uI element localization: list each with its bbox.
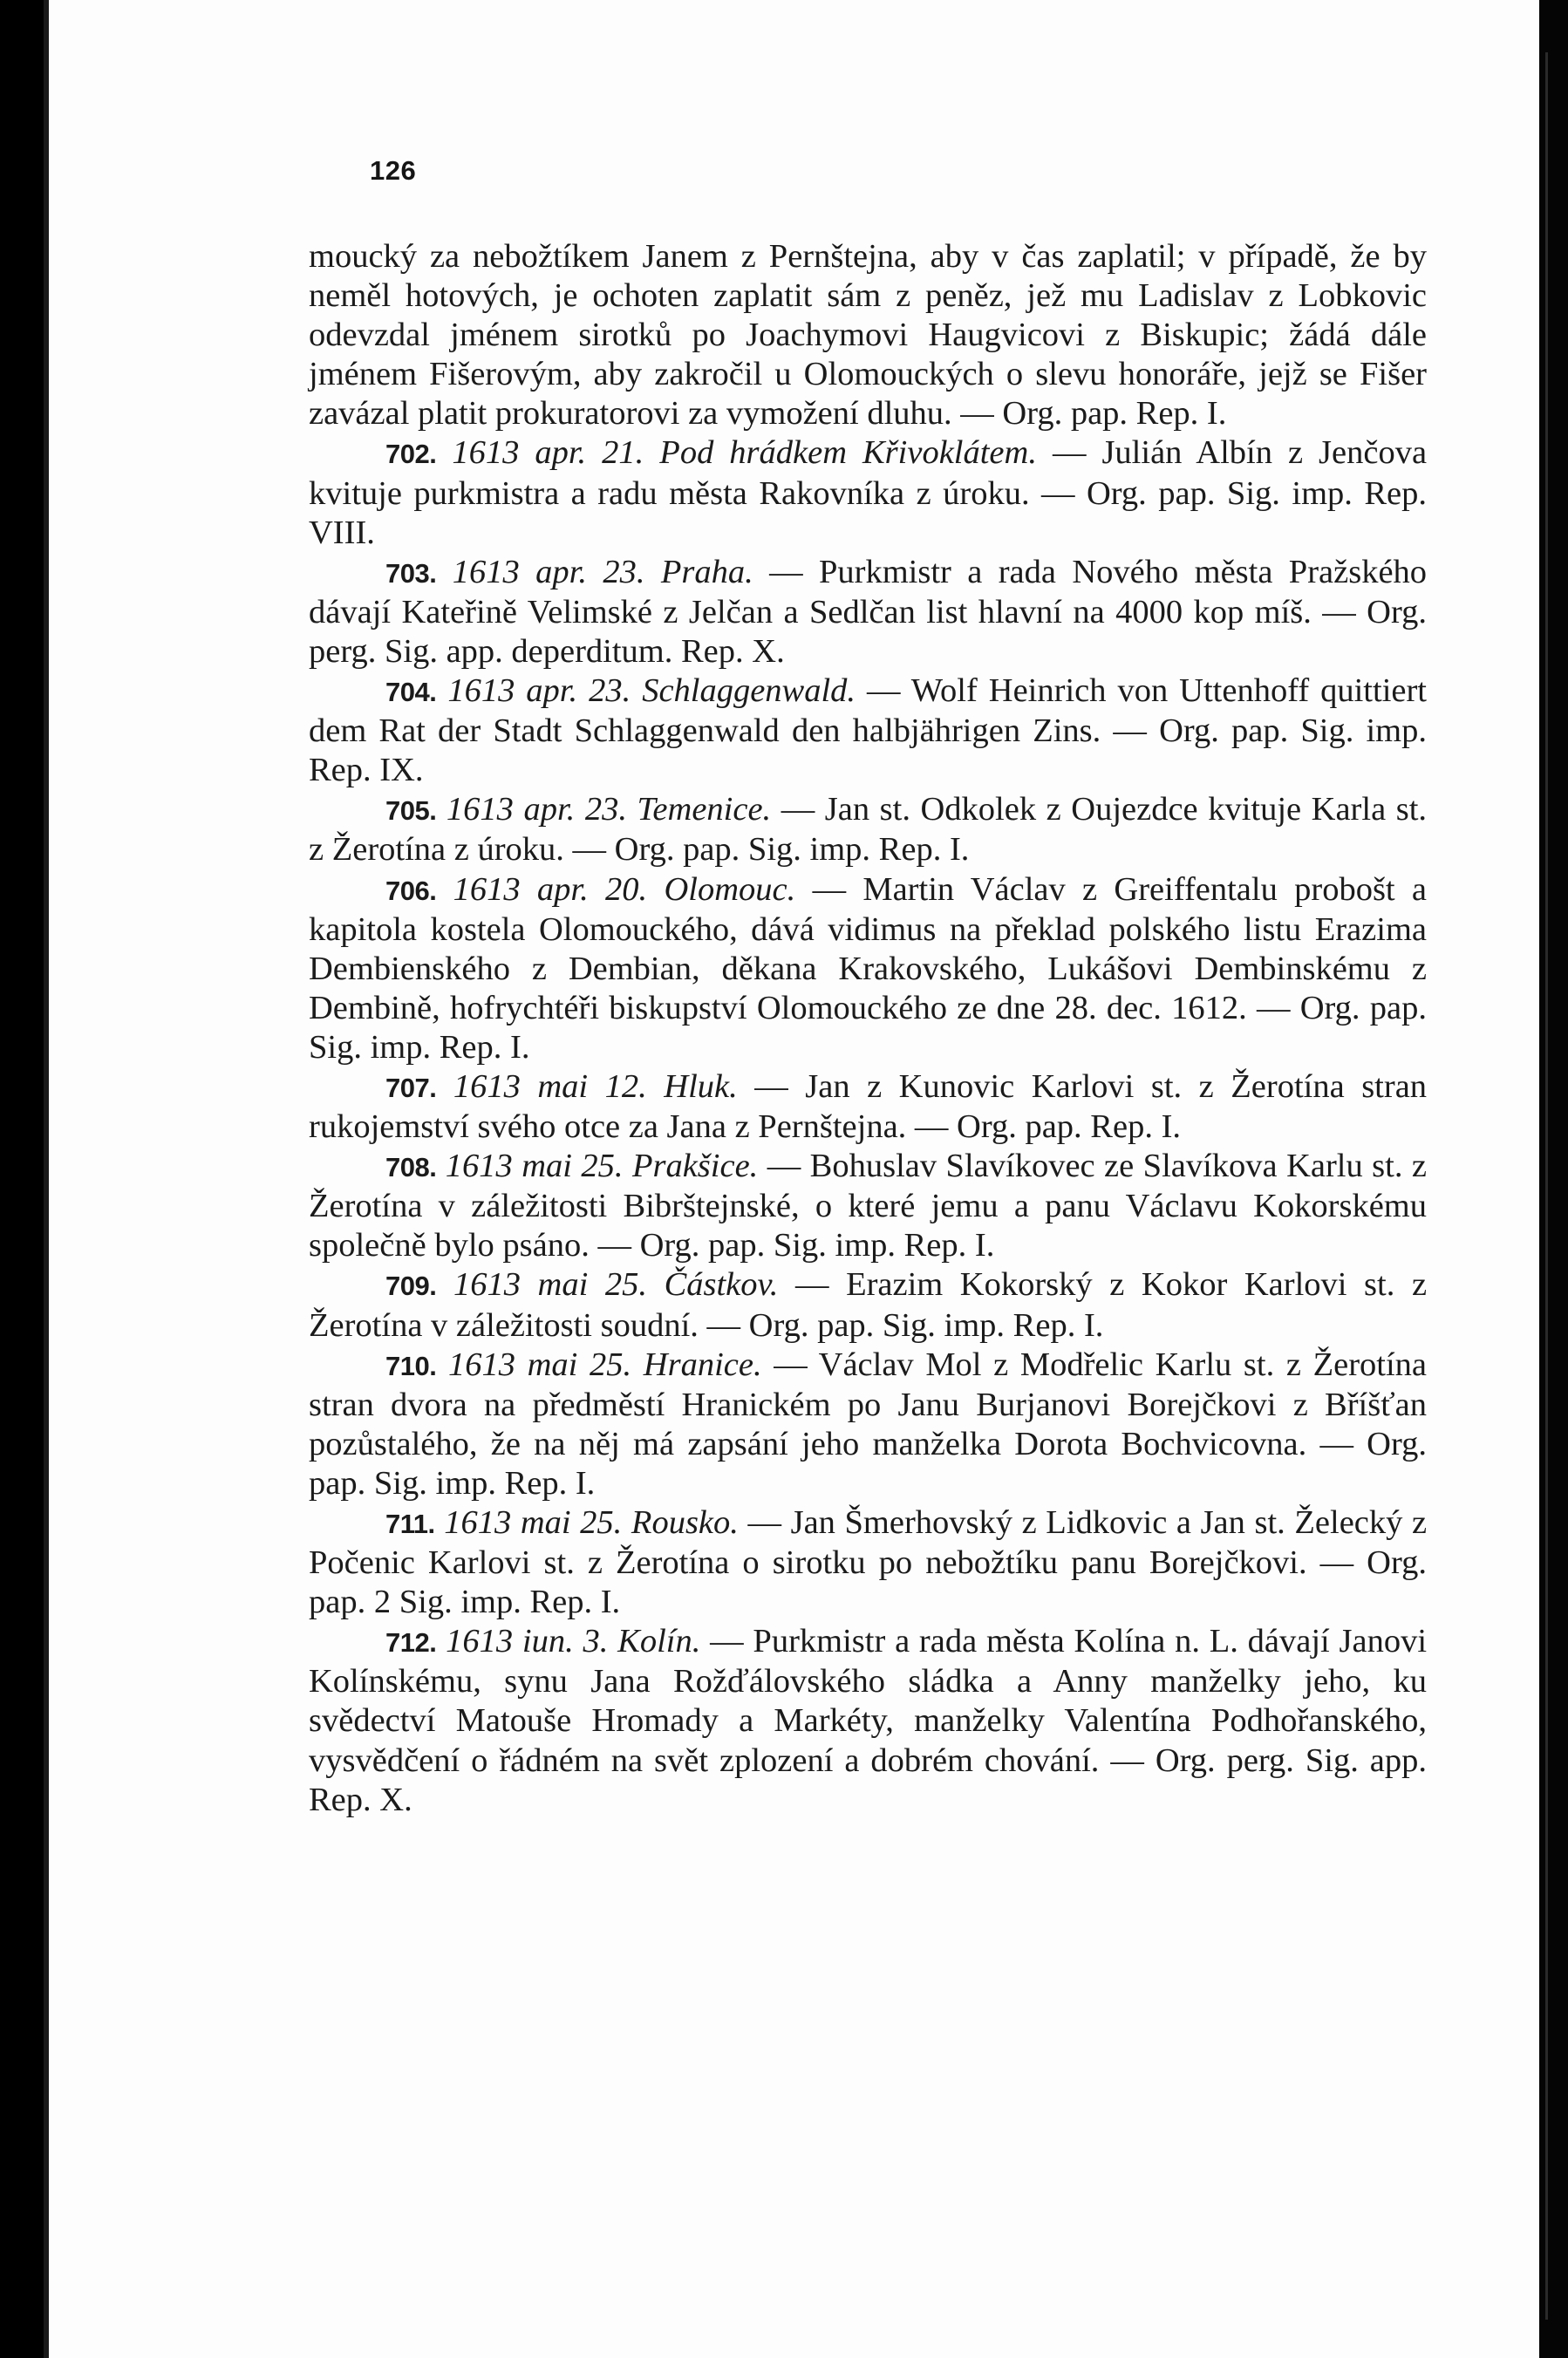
entry-date: 1613 mai 25. bbox=[445, 1148, 624, 1185]
entry-place: Částkov. bbox=[664, 1266, 779, 1304]
entry-place: Olomouc. bbox=[664, 870, 796, 908]
entry-702 bbox=[309, 433, 1427, 552]
entry-date: 1613 apr. 21. bbox=[452, 434, 644, 472]
entry-number: 708. bbox=[385, 1152, 437, 1183]
entry-date: 1613 mai 25. bbox=[444, 1504, 623, 1541]
entry-number: 703. bbox=[385, 557, 437, 589]
entry-number: 712. bbox=[385, 1627, 437, 1659]
entry-date: 1613 mai 25. bbox=[447, 1346, 632, 1383]
entry-text: — Bohuslav Slavíkovec ze Slavíkova Karlu st. z Žerotína v záležitosti Bibrštejnské, o které jemu a panu Václavu Kokorskému společně bylo psáno. — Org. pap. Sig. imp. Rep. I. bbox=[309, 1148, 1428, 1264]
entry-date: 1613 apr. 23. bbox=[446, 791, 627, 828]
continuation-paragraph: moucký za nebožtíkem Janem z Pernštejna, aby v čas zaplatil; v případě, že by neměl hotových, je ochoten zaplatit sám z peněz, jež mu Ladislav z Lobkovic odevzdal jménem sirotků po Joachymovi Haugvicovi z Biskupic; žádá dále jménem Fišerovým, aby zakročil u Olomouckých o slevu honoráře, jejž se Fišer zavázal platit prokuratorovi za vymožení dluhu. — Org. pap. Rep. I. bbox=[309, 238, 1427, 433]
entry-706 bbox=[309, 870, 1427, 1067]
entry-text: — Purkmistr a rada města Kolína n. L. dávají Janovi Kolínskému, synu Jana Rožďálovského sládka a Anny manželky jeho, ku svědectví Matouše Hromady a Markéty, manželky Valentína Podhořanského, vysvědčení o řádném na svět zplození a dobrém chování. — Org. perg. Sig. app. Rep. X. bbox=[309, 1623, 1428, 1818]
entry-date: 1613 apr. 20. bbox=[453, 870, 648, 908]
entry-place: Pod hrádkem Křivoklátem. bbox=[659, 434, 1037, 472]
entry-text: — Jan z Kunovic Karlovi st. z Žerotína stran rukojemství svého otce za Jana z Pernštejna. — Org. pap. Rep. I. bbox=[309, 1067, 1428, 1146]
entry-date: 1613 mai 25. bbox=[453, 1266, 647, 1304]
entry-number: 706. bbox=[385, 875, 437, 906]
entry-date: 1613 mai 12. bbox=[453, 1067, 647, 1105]
entry-date: 1613 apr. 23. bbox=[452, 553, 645, 590]
entry-text: — Václav Mol z Modřelic Karlu st. z Žerotína stran dvora na předměstí Hranickém po Janu Burjanovi Borejčkovi z Bříšťan pozůstalého, že na něj má zapsání jeho manželka Dorota Bochvicovna. — Org. pap. Sig. imp. Rep. I. bbox=[309, 1346, 1428, 1502]
entry-704 bbox=[309, 671, 1427, 790]
entry-number: 702. bbox=[385, 439, 437, 470]
entry-number: 704. bbox=[385, 677, 437, 708]
scan-edge bbox=[1539, 0, 1568, 2358]
entry-place: Kolín. bbox=[617, 1623, 701, 1660]
entry-text: — Purkmistr a rada Nového města Pražského dávají Kateřině Velimské z Jelčan a Sedlčan list hlavní na 4000 kop míš. — Org. perg. Sig. app. deperditum. Rep. X. bbox=[309, 553, 1428, 670]
entry-place: Praha. bbox=[660, 553, 753, 590]
entry-place: Temenice. bbox=[637, 791, 772, 828]
entry-number: 709. bbox=[385, 1271, 437, 1302]
entry-place: Rousko. bbox=[631, 1504, 739, 1541]
entry-text: — Erazim Kokorský z Kokor Karlovi st. z Žerotína v záležitosti soudní. — Org. pap. Sig. imp. Rep. I. bbox=[309, 1266, 1428, 1344]
entry-place: Hranice. bbox=[643, 1346, 762, 1383]
entry-text: — Jan Šmerhovský z Lidkovic a Jan st. Želecký z Počenic Karlovi st. z Žerotína o sirotku po nebožtíku panu Borejčkovi. — Org. pap. 2 Sig. imp. Rep. I. bbox=[309, 1504, 1428, 1621]
entry-place: Schlaggenwald. bbox=[642, 672, 856, 710]
entry-710 bbox=[309, 1346, 1427, 1503]
entry-707 bbox=[309, 1067, 1427, 1147]
entry-text: — Jan st. Odkolek z Oujezdce kvituje Karla st. z Žerotína z úroku. — Org. pap. Sig. imp. Rep. I. bbox=[309, 791, 1428, 869]
entry-date: 1613 iun. 3. bbox=[446, 1623, 609, 1660]
page-number: 126 bbox=[370, 155, 417, 186]
entry-place: Prakšice. bbox=[631, 1148, 759, 1185]
entry-712 bbox=[309, 1622, 1427, 1819]
entry-number: 707. bbox=[385, 1072, 437, 1103]
entry-number: 710. bbox=[385, 1350, 437, 1381]
entry-711 bbox=[309, 1503, 1427, 1622]
entry-date: 1613 apr. 23. bbox=[447, 672, 631, 710]
entry-number: 711. bbox=[385, 1509, 435, 1539]
entry-705 bbox=[309, 790, 1427, 869]
entry-text: — Julián Albín z Jenčova kvituje purkmistra a radu města Rakovníka z úroku. — Org. pap. Sig. imp. Rep. VIII. bbox=[309, 434, 1428, 551]
scan-edge-line bbox=[1545, 52, 1548, 2320]
entry-text: — Martin Václav z Greiffentalu probošt a kapitola kostela Olomouckého, dává vidimus na překlad polského listu Erazima Dembienského z Dembian, děkana Krakovského, Lukášovi Dembinskému z Dembině, hofrychtéři biskupství Olomouckého ze dne 28. dec. 1612. — Org. pap. Sig. imp. Rep. I. bbox=[309, 870, 1428, 1066]
entry-709 bbox=[309, 1265, 1427, 1345]
entry-number: 705. bbox=[385, 795, 437, 827]
entry-703 bbox=[309, 553, 1427, 671]
entry-708 bbox=[309, 1147, 1427, 1265]
entry-text: — Wolf Heinrich von Uttenhoff quittiert dem Rat der Stadt Schlaggenwald den halbjährigen Zins. — Org. pap. Sig. imp. Rep. IX. bbox=[309, 672, 1428, 789]
entry-place: Hluk. bbox=[664, 1067, 738, 1105]
page-text bbox=[309, 237, 1427, 1820]
